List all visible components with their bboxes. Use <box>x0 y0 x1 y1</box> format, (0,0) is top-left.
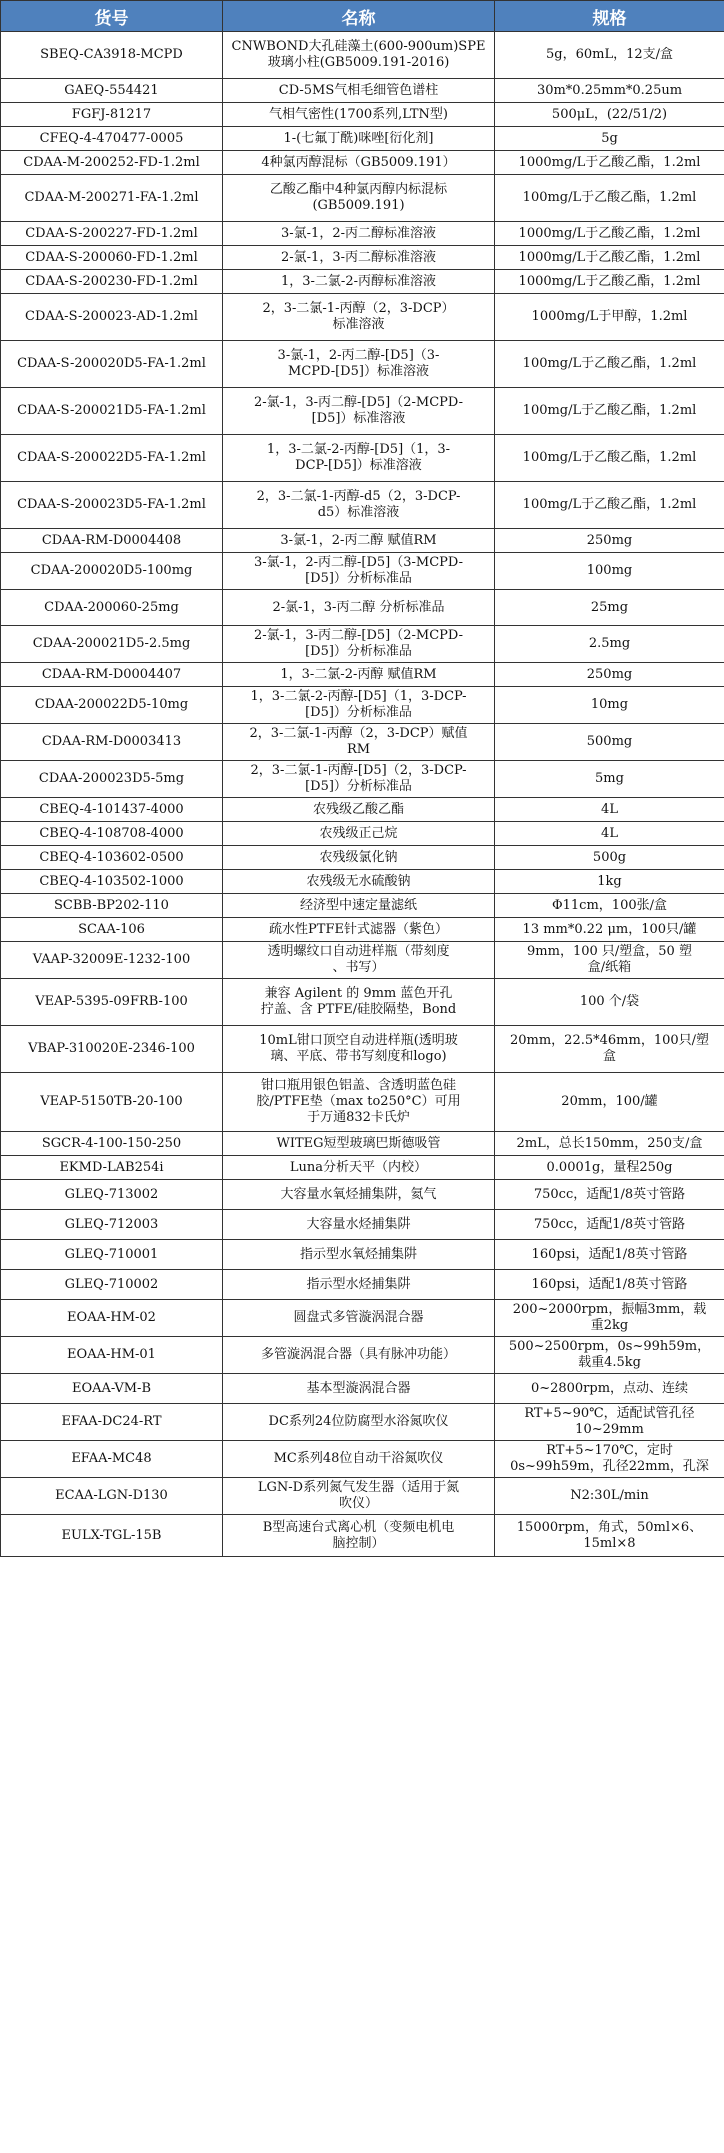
product-code-cell: EOAA-HM-02 <box>1 1300 223 1337</box>
product-spec-cell: 500g <box>495 846 724 870</box>
product-code-cell: CDAA-M-200271-FA-1.2ml <box>1 175 223 222</box>
product-name-cell: 大容量水烃捕集阱 <box>223 1210 495 1240</box>
product-name-cell: 气相气密性(1700系列,LTN型) <box>223 103 495 127</box>
table-row <box>1 270 724 294</box>
product-spec-cell: 0~2800rpm，点动、连续 <box>495 1374 724 1404</box>
product-name-cell: 经济型中速定量滤纸 <box>223 894 495 918</box>
table-row <box>1 79 724 103</box>
product-code-cell: CDAA-RM-D0003413 <box>1 724 223 761</box>
product-name-cell: 2-氯-1，3-丙二醇-[D5]（2-MCPD- [D5]）分析标准品 <box>223 626 495 663</box>
product-name-cell: 农残级无水硫酸钠 <box>223 870 495 894</box>
product-spec-cell: 1000mg/L于乙酸乙酯，1.2ml <box>495 246 724 270</box>
product-code-cell: CDAA-RM-D0004408 <box>1 529 223 553</box>
product-spec-cell: 500mg <box>495 724 724 761</box>
product-code-cell: SCAA-106 <box>1 918 223 942</box>
product-code-cell: EOAA-VM-B <box>1 1374 223 1404</box>
product-spec-cell: 5g，60mL，12支/盒 <box>495 32 724 79</box>
header-row <box>1 1 724 32</box>
product-spec-cell: 160psi，适配1/8英寸管路 <box>495 1270 724 1300</box>
product-name-cell: 2，3-二氯-1-丙醇（2，3-DCP） 标准溶液 <box>223 294 495 341</box>
table-row <box>1 1337 724 1374</box>
product-name-cell: 乙酸乙酯中4种氯丙醇内标混标 (GB5009.191) <box>223 175 495 222</box>
product-code-cell: CBEQ-4-103602-0500 <box>1 846 223 870</box>
table-row <box>1 1180 724 1210</box>
product-code-cell: CDAA-200021D5-2.5mg <box>1 626 223 663</box>
product-name-cell: 兼容 Agilent 的 9mm 蓝色开孔 拧盖、含 PTFE/硅胶隔垫，Bond <box>223 979 495 1026</box>
product-name-cell: 农残级正己烷 <box>223 822 495 846</box>
product-name-cell: B型高速台式离心机（变频电机电 脑控制） <box>223 1515 495 1557</box>
product-code-cell: CDAA-200022D5-10mg <box>1 687 223 724</box>
product-code-cell: CDAA-200060-25mg <box>1 590 223 626</box>
product-spec-cell: 200~2000rpm，振幅3mm，载 重2kg <box>495 1300 724 1337</box>
product-name-cell: 3-氯-1，2-丙二醇标准溶液 <box>223 222 495 246</box>
product-code-cell: CDAA-S-200230-FD-1.2ml <box>1 270 223 294</box>
product-name-cell: 农残级乙酸乙酯 <box>223 798 495 822</box>
product-code-cell: GLEQ-713002 <box>1 1180 223 1210</box>
table-row <box>1 846 724 870</box>
table-header <box>1 1 724 32</box>
table-row <box>1 1240 724 1270</box>
product-code-cell: CDAA-S-200022D5-FA-1.2ml <box>1 435 223 482</box>
product-code-cell: EFAA-MC48 <box>1 1441 223 1478</box>
product-code-cell: CBEQ-4-101437-4000 <box>1 798 223 822</box>
product-name-cell: 2-氯-1，3-丙二醇-[D5]（2-MCPD- [D5]）标准溶液 <box>223 388 495 435</box>
product-code-cell: CDAA-S-200020D5-FA-1.2ml <box>1 341 223 388</box>
table-row <box>1 870 724 894</box>
table-row <box>1 222 724 246</box>
product-name-cell: WITEG短型玻璃巴斯德吸管 <box>223 1132 495 1156</box>
product-name-cell: 2，3-二氯-1-丙醇-[D5]（2，3-DCP- [D5]）分析标准品 <box>223 761 495 798</box>
product-code-cell: EKMD-LAB254i <box>1 1156 223 1180</box>
table-row <box>1 942 724 979</box>
product-spec-cell: 1000mg/L于乙酸乙酯，1.2ml <box>495 270 724 294</box>
product-code-cell: CFEQ-4-470477-0005 <box>1 127 223 151</box>
product-code-cell: ECAA-LGN-D130 <box>1 1478 223 1515</box>
product-spec-cell: 750cc，适配1/8英寸管路 <box>495 1180 724 1210</box>
product-spec-cell: 250mg <box>495 663 724 687</box>
product-code-cell: SBEQ-CA3918-MCPD <box>1 32 223 79</box>
table-row <box>1 663 724 687</box>
product-spec-cell: 160psi，适配1/8英寸管路 <box>495 1240 724 1270</box>
product-code-cell: VEAP-5150TB-20-100 <box>1 1073 223 1132</box>
product-spec-cell: 4L <box>495 822 724 846</box>
table-row <box>1 687 724 724</box>
product-spec-cell: 15000rpm，角式，50ml×6、 15ml×8 <box>495 1515 724 1557</box>
table-row <box>1 151 724 175</box>
product-code-cell: EFAA-DC24-RT <box>1 1404 223 1441</box>
product-spec-cell: 750cc，适配1/8英寸管路 <box>495 1210 724 1240</box>
table-row <box>1 1210 724 1240</box>
product-code-cell: GLEQ-712003 <box>1 1210 223 1240</box>
product-code-cell: CDAA-S-200227-FD-1.2ml <box>1 222 223 246</box>
header-name: 名称 <box>223 1 495 32</box>
product-code-cell: CDAA-M-200252-FD-1.2ml <box>1 151 223 175</box>
product-name-cell: Luna分析天平（内校） <box>223 1156 495 1180</box>
product-name-cell: 圆盘式多管漩涡混合器 <box>223 1300 495 1337</box>
product-name-cell: 透明螺纹口自动进样瓶（带刻度 、书写） <box>223 942 495 979</box>
product-code-cell: GLEQ-710002 <box>1 1270 223 1300</box>
product-spec-cell: 10mg <box>495 687 724 724</box>
product-code-cell: CBEQ-4-108708-4000 <box>1 822 223 846</box>
product-spec-cell: 1000mg/L于乙酸乙酯，1.2ml <box>495 222 724 246</box>
table-row <box>1 724 724 761</box>
product-code-cell: CDAA-200020D5-100mg <box>1 553 223 590</box>
product-name-cell: CD-5MS气相毛细管色谱柱 <box>223 79 495 103</box>
table-row <box>1 798 724 822</box>
table-row <box>1 341 724 388</box>
product-name-cell: 2-氯-1，3-丙二醇 分析标准品 <box>223 590 495 626</box>
product-name-cell: 疏水性PTFE针式滤器（紫色） <box>223 918 495 942</box>
table-row <box>1 761 724 798</box>
product-spec-cell: 30m*0.25mm*0.25um <box>495 79 724 103</box>
table-row <box>1 32 724 79</box>
table-row <box>1 1374 724 1404</box>
table-row <box>1 1270 724 1300</box>
product-name-cell: 2，3-二氯-1-丙醇-d5（2，3-DCP- d5）标准溶液 <box>223 482 495 529</box>
table-row <box>1 1478 724 1515</box>
table-row <box>1 979 724 1026</box>
product-name-cell: 多管漩涡混合器（具有脉冲功能） <box>223 1337 495 1374</box>
product-spec-cell: 100mg/L于乙酸乙酯，1.2ml <box>495 175 724 222</box>
product-name-cell: 钳口瓶用银色铝盖、含透明蓝色硅 胶/PTFE垫（max to250°C）可用 于万通832卡氏炉 <box>223 1073 495 1132</box>
product-spec-cell: 1000mg/L于乙酸乙酯，1.2ml <box>495 151 724 175</box>
product-code-cell: CBEQ-4-103502-1000 <box>1 870 223 894</box>
product-code-cell: EOAA-HM-01 <box>1 1337 223 1374</box>
product-name-cell: 指示型水氧烃捕集阱 <box>223 1240 495 1270</box>
product-spec-cell: 1kg <box>495 870 724 894</box>
product-spec-cell: 9mm，100 只/塑盒，50 塑 盒/纸箱 <box>495 942 724 979</box>
product-code-cell: FGFJ-81217 <box>1 103 223 127</box>
product-spec-cell: 0.0001g，量程250g <box>495 1156 724 1180</box>
table-row <box>1 103 724 127</box>
product-spec-cell: 100 个/袋 <box>495 979 724 1026</box>
table-row <box>1 294 724 341</box>
product-spec-cell: 4L <box>495 798 724 822</box>
product-spec-cell: 100mg/L于乙酸乙酯，1.2ml <box>495 482 724 529</box>
table-body <box>1 32 724 1557</box>
product-spec-cell: 2mL，总长150mm，250支/盒 <box>495 1132 724 1156</box>
product-name-cell: 10mL钳口顶空自动进样瓶(透明玻 璃、平底、带书写刻度和logo) <box>223 1026 495 1073</box>
product-spec-cell: 100mg <box>495 553 724 590</box>
product-name-cell: 1，3-二氯-2-丙醇-[D5]（1，3- DCP-[D5]）标准溶液 <box>223 435 495 482</box>
table-row <box>1 1073 724 1132</box>
product-code-cell: GLEQ-710001 <box>1 1240 223 1270</box>
product-code-cell: SCBB-BP202-110 <box>1 894 223 918</box>
product-code-cell: VAAP-32009E-1232-100 <box>1 942 223 979</box>
product-spec-cell: RT+5~90℃，适配试管孔径 10~29mm <box>495 1404 724 1441</box>
product-spec-cell: 100mg/L于乙酸乙酯，1.2ml <box>495 341 724 388</box>
product-code-cell: CDAA-RM-D0004407 <box>1 663 223 687</box>
product-name-cell: 农残级氯化钠 <box>223 846 495 870</box>
product-code-cell: VEAP-5395-09FRB-100 <box>1 979 223 1026</box>
product-code-cell: CDAA-S-200021D5-FA-1.2ml <box>1 388 223 435</box>
table-row <box>1 1404 724 1441</box>
table-row <box>1 388 724 435</box>
table-row <box>1 626 724 663</box>
product-name-cell: 1，3-二氯-2-丙醇-[D5]（1，3-DCP- [D5]）分析标准品 <box>223 687 495 724</box>
product-name-cell: 1-(七氟丁酰)咪唑[衍化剂] <box>223 127 495 151</box>
table-row <box>1 590 724 626</box>
product-code-cell: CDAA-S-200023D5-FA-1.2ml <box>1 482 223 529</box>
product-code-cell: GAEQ-554421 <box>1 79 223 103</box>
product-spec-cell: 5mg <box>495 761 724 798</box>
product-spec-cell: 500~2500rpm，0s~99h59m， 载重4.5kg <box>495 1337 724 1374</box>
product-spec-cell: 2.5mg <box>495 626 724 663</box>
table-row <box>1 1441 724 1478</box>
product-spec-cell: 20mm，22.5*46mm，100只/塑 盒 <box>495 1026 724 1073</box>
product-name-cell: 2-氯-1，3-丙二醇标准溶液 <box>223 246 495 270</box>
product-name-cell: 1，3-二氯-2-丙醇 赋值RM <box>223 663 495 687</box>
product-name-cell: 指示型水烃捕集阱 <box>223 1270 495 1300</box>
table-row <box>1 482 724 529</box>
header-spec: 规格 <box>495 1 724 32</box>
product-spec-cell: 5g <box>495 127 724 151</box>
product-name-cell: 3-氯-1，2-丙二醇-[D5]（3- MCPD-[D5]）标准溶液 <box>223 341 495 388</box>
product-name-cell: MC系列48位自动干浴氮吹仪 <box>223 1441 495 1478</box>
table-row <box>1 246 724 270</box>
product-spec-cell: Φ11cm，100张/盒 <box>495 894 724 918</box>
product-spec-cell: N2:30L/min <box>495 1478 724 1515</box>
table-row <box>1 894 724 918</box>
product-spec-cell: 250mg <box>495 529 724 553</box>
product-code-cell: CDAA-200023D5-5mg <box>1 761 223 798</box>
product-code-cell: EULX-TGL-15B <box>1 1515 223 1557</box>
product-spec-cell: 20mm，100/罐 <box>495 1073 724 1132</box>
product-name-cell: LGN-D系列氮气发生器（适用于氮 吹仪） <box>223 1478 495 1515</box>
product-name-cell: CNWBOND大孔硅藻土(600-900um)SPE玻璃小柱(GB5009.191-2016) <box>223 32 495 79</box>
product-code-cell: CDAA-S-200023-AD-1.2ml <box>1 294 223 341</box>
product-spec-cell: 100mg/L于乙酸乙酯，1.2ml <box>495 435 724 482</box>
table-row <box>1 435 724 482</box>
product-spec-cell: RT+5~170℃，定时 0s~99h59m，孔径22mm，孔深 <box>495 1441 724 1478</box>
product-code-cell: CDAA-S-200060-FD-1.2ml <box>1 246 223 270</box>
table-row <box>1 822 724 846</box>
table-row <box>1 1156 724 1180</box>
product-name-cell: 4种氯丙醇混标（GB5009.191） <box>223 151 495 175</box>
table-row <box>1 918 724 942</box>
header-code: 货号 <box>1 1 223 32</box>
product-spec-cell: 13 mm*0.22 μm，100只/罐 <box>495 918 724 942</box>
table-row <box>1 529 724 553</box>
product-spec-cell: 25mg <box>495 590 724 626</box>
product-name-cell: 2，3-二氯-1-丙醇（2，3-DCP）赋值 RM <box>223 724 495 761</box>
product-spec-cell: 500μL，(22/51/2) <box>495 103 724 127</box>
product-name-cell: 3-氯-1，2-丙二醇-[D5]（3-MCPD- [D5]）分析标准品 <box>223 553 495 590</box>
product-name-cell: 1，3-二氯-2-丙醇标准溶液 <box>223 270 495 294</box>
product-spec-cell: 1000mg/L于甲醇，1.2ml <box>495 294 724 341</box>
table-row <box>1 553 724 590</box>
product-name-cell: DC系列24位防腐型水浴氮吹仪 <box>223 1404 495 1441</box>
table-row <box>1 1132 724 1156</box>
product-code-cell: SGCR-4-100-150-250 <box>1 1132 223 1156</box>
table-row <box>1 1026 724 1073</box>
table-row <box>1 175 724 222</box>
table-row <box>1 1515 724 1557</box>
product-name-cell: 基本型漩涡混合器 <box>223 1374 495 1404</box>
product-code-cell: VBAP-310020E-2346-100 <box>1 1026 223 1073</box>
product-name-cell: 3-氯-1，2-丙二醇 赋值RM <box>223 529 495 553</box>
table-row <box>1 127 724 151</box>
product-spec-cell: 100mg/L于乙酸乙酯，1.2ml <box>495 388 724 435</box>
table-row <box>1 1300 724 1337</box>
product-name-cell: 大容量水氧烃捕集阱，氦气 <box>223 1180 495 1210</box>
